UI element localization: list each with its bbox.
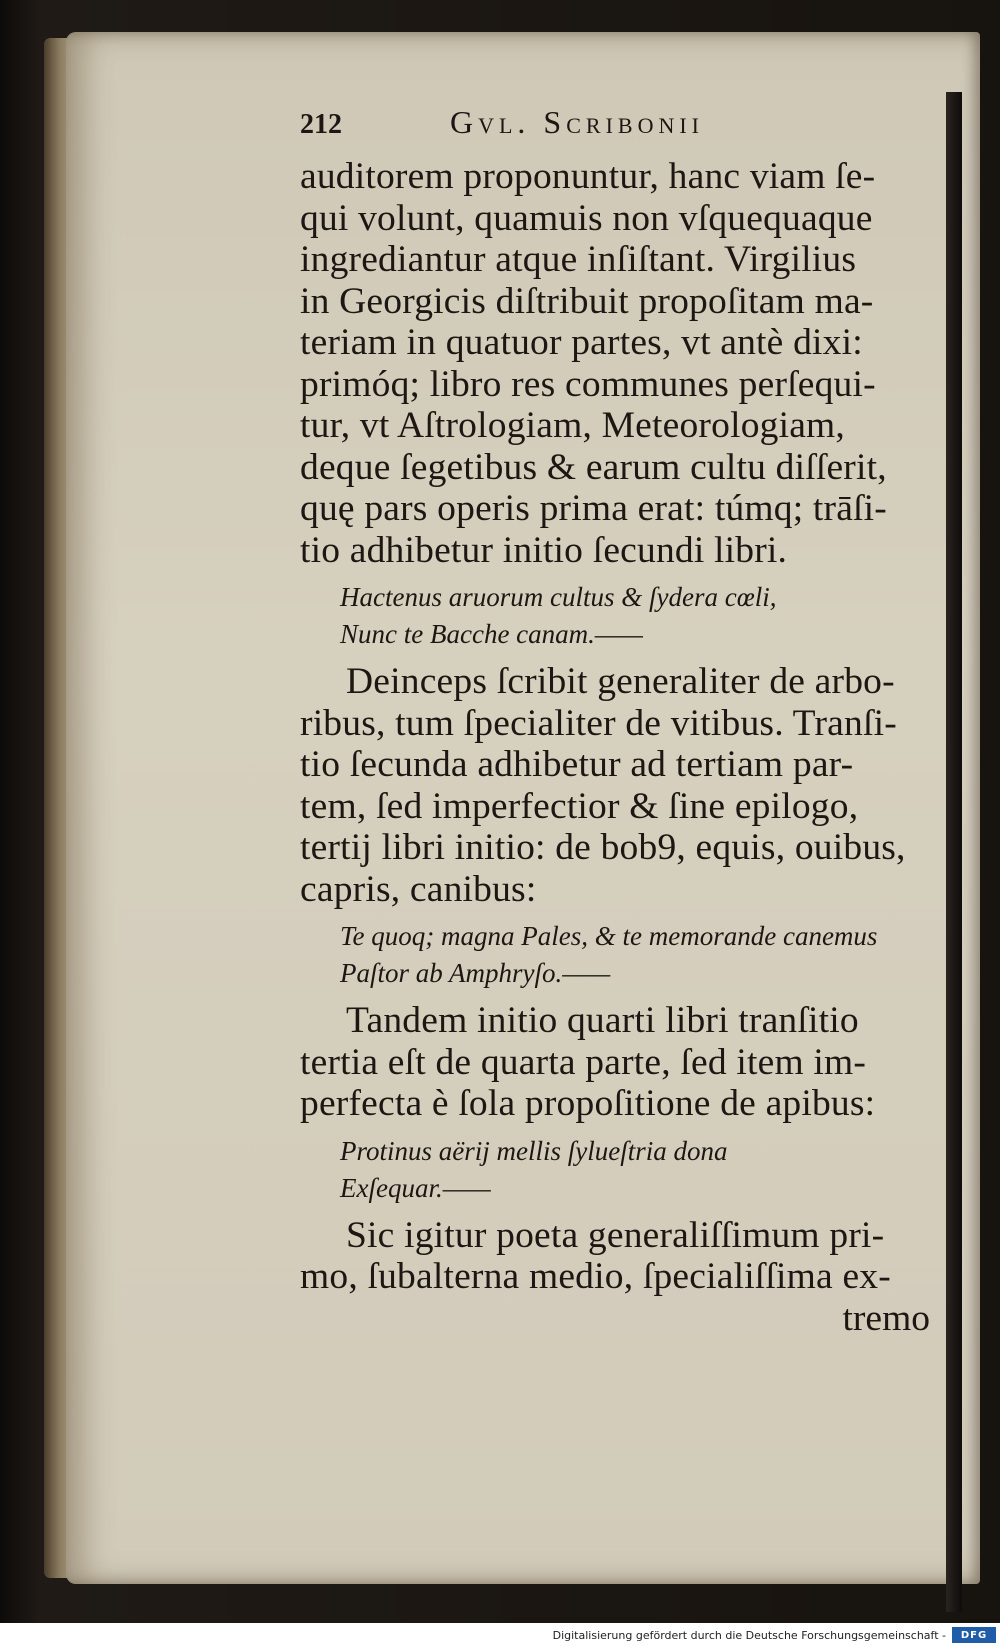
verse-line: Hactenus aruorum cultus & ſydera cœli, [340,582,777,612]
text-line: ribus, tum ſpecialiter de vitibus. Tranſi- [300,702,897,744]
text-line: Sic igitur poeta generaliſſimum pri- [346,1214,885,1256]
text-line: tertij libri initio: de bob9, equis, ouibus, [300,827,906,868]
digitization-footer [0,1623,1000,1647]
running-title: Gvl. Scribonii [450,104,705,140]
verse-quotation-3 [300,1133,940,1207]
text-line: perfecta è ſola propoſitione de apibus: [300,1083,876,1124]
paragraph-2 [300,661,940,910]
text-line: mo, ſubalterna medio, ſpecialiſſima ex- [300,1256,891,1297]
text-line: tio ſecunda adhibetur ad tertiam par- [300,744,854,785]
running-head [300,104,940,156]
verse-line: Paſtor ab Amphryſo.—— [340,958,611,988]
text-line: auditorem proponuntur, hanc viam ſe- [300,156,876,197]
text-line: deque ſegetibus & earum cultu diſſerit, [300,446,887,488]
verse-line: Te quoq; magna Pales, & te memorande canemus [340,921,878,951]
text-line: Deinceps ſcribit generaliter de arbo- [346,661,895,702]
paragraph-4 [300,1215,940,1298]
text-line: teriam in quatuor partes, vt antè dixi: [300,322,863,363]
catchword: tremo [842,1297,930,1339]
text-line: tem, ſed imperfectior & ſine epilogo, [300,785,859,827]
verse-quotation-1 [300,579,940,653]
page-gutter-shadow [946,92,962,1612]
text-line: ingrediantur atque inſiſtant. Virgilius [300,239,857,280]
verse-line: Exſequar.—— [340,1172,491,1203]
text-line: tertia eſt de quarta parte, ſed item im- [300,1041,867,1083]
footer-credit: Digitalisierung gefördert durch die Deutsche Forschungsgemeinschaft - [552,1628,946,1642]
verse-line: Nunc te Bacche canam.—— [340,619,643,649]
text-line: Tandem initio quarti libri tranſitio [346,1000,859,1041]
text-line: in Georgicis diſtribuit propoſitam ma- [300,280,874,322]
text-line: tur, vt Aſtrologiam, Meteorologiam, [300,405,846,446]
dfg-logo-icon: DFG [952,1627,996,1643]
paragraph-3 [300,1000,940,1125]
text-line: primóq; libro res communes perſequi- [300,363,876,405]
verse-line: Protinus aërij mellis ſylueſtria dona [340,1135,728,1166]
text-line: capris, canibus: [300,868,537,910]
text-line: quę pars operis prima erat: túmq; trāſi- [300,488,887,529]
text-line: tio adhibetur initio ſecundi libri. [300,529,788,571]
paragraph-1 [300,156,940,571]
page-number: 212 [300,109,342,140]
text-line: qui volunt, quamuis non vſquequaque [300,197,873,239]
page-text [300,104,940,1339]
verse-quotation-2 [300,918,940,992]
